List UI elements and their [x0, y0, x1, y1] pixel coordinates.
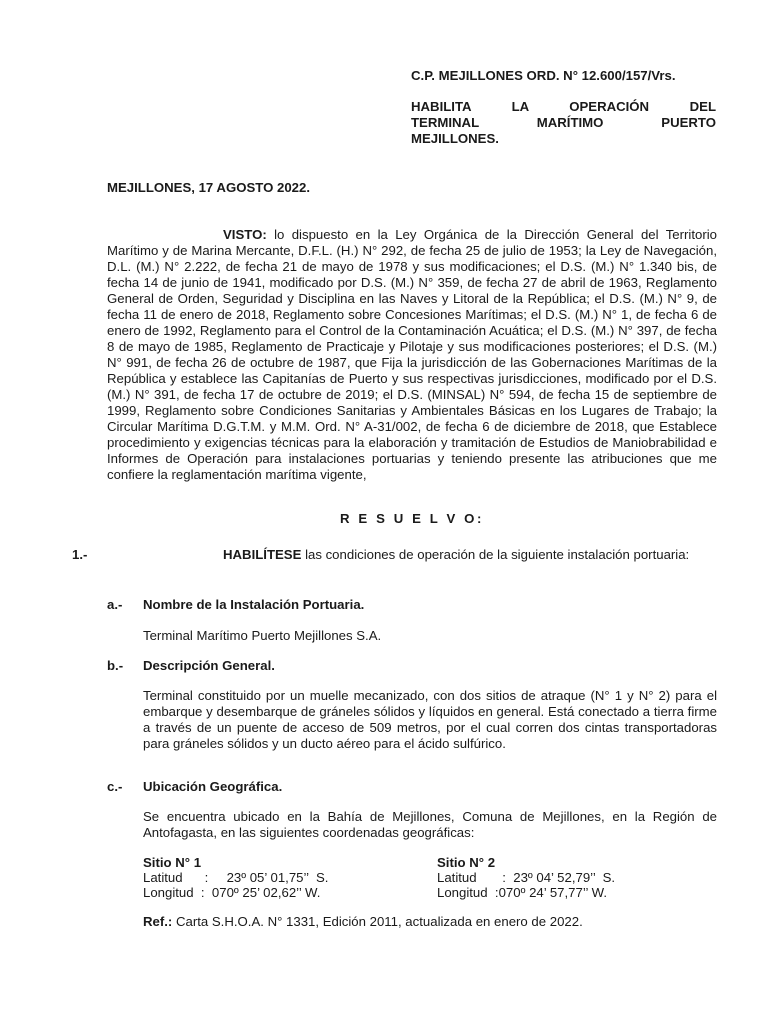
latitude-label: Latitud :	[437, 870, 506, 885]
title-line: MEJILLONES.	[411, 131, 499, 146]
document-reference: C.P. MEJILLONES ORD. N° 12.600/157/Vrs.	[411, 68, 676, 83]
ref-text: Carta S.H.O.A. N° 1331, Edición 2011, actualizada en enero de 2022.	[172, 914, 583, 929]
title-line: HABILITA LA OPERACIÓN DEL	[411, 99, 716, 114]
resuelvo-heading: R E S U E L V O:	[340, 511, 484, 526]
visto-label: VISTO:	[223, 227, 267, 242]
section-c-letter: c.-	[107, 779, 123, 794]
title-line: TERMINAL MARÍTIMO PUERTO	[411, 115, 716, 130]
longitude-value: 070º 25’ 02,62’’ W.	[204, 885, 321, 900]
item-number: 1.-	[72, 547, 88, 562]
latitude-value: 23º 04’ 52,79’’ S.	[505, 870, 616, 885]
latitude-row	[143, 870, 413, 885]
visto-paragraph	[107, 227, 717, 483]
longitude-label: Longitud :	[437, 885, 499, 900]
item1-label: HABILÍTESE	[223, 547, 302, 562]
site-title: Sitio N° 2	[437, 855, 496, 870]
section-a-text: Terminal Marítimo Puerto Mejillones S.A.	[143, 628, 382, 643]
section-a-title: Nombre de la Instalación Portuaria.	[143, 597, 365, 612]
longitude-row	[143, 885, 413, 900]
section-c-text: Se encuentra ubicado en la Bahía de Mejillones, Comuna de Mejillones, en la Región de Antofagasta, en las siguientes coordenadas geográficas:	[143, 809, 717, 840]
item1-text: las condiciones de operación de la siguiente instalación portuaria:	[301, 547, 690, 562]
site-title: Sitio N° 1	[143, 855, 202, 870]
item1-paragraph	[107, 547, 717, 563]
latitude-row	[437, 870, 717, 885]
chart-reference	[143, 914, 583, 929]
site-2	[437, 855, 717, 900]
section-a-letter: a.-	[107, 597, 123, 612]
longitude-row	[437, 885, 717, 900]
section-b-letter: b.-	[107, 658, 124, 673]
section-c-title: Ubicación Geográfica.	[143, 779, 283, 794]
document-date: MEJILLONES, 17 AGOSTO 2022.	[107, 180, 311, 195]
section-b-title: Descripción General.	[143, 658, 275, 673]
ref-label: Ref.:	[143, 914, 173, 929]
latitude-value: 23º 05’ 01,75’’ S.	[208, 870, 329, 885]
latitude-label: Latitud :	[143, 870, 209, 885]
site-1	[143, 855, 413, 900]
section-b-text: Terminal constituido por un muelle mecanizado, con dos sitios de atraque (N° 1 y N° 2) para el embarque y desembarque de gráneles sólidos y líquidos en general. Está conectado a tierra firme a través de un puente de acceso de 509 metros, por el cual corren dos cintas transportadoras para gráneles sólidos y un ducto aéreo para el ácido sulfúrico.	[143, 688, 717, 751]
visto-text: lo dispuesto en la Ley Orgánica de la Dirección General del Territorio Marítimo y de Marina Mercante, D.F.L. (H.) N° 292, de fecha 25 de julio de 1953; la Ley de Navegación, D.L. (M.) N° 2.222, de fecha 21 de mayo de 1978 y sus modificaciones; el D.S. (M.) N° 1.340 bis, de fecha 14 de junio de 1941, modificado por D.S. (M.) N° 359, de fecha 27 de abril de 1963, Reglamento General de Orden, Seguridad y Disciplina en las Naves y Litoral de la República; el D.S. (M.) N° 9, de fecha 11 de enero de 2018, Reglamento sobre Concesiones Marítimas; el D.S. (M.) N° 1, de fecha 6 de enero de 1992, Reglamento para el Control de la Contaminación Acuática; el D.S. (M.) N° 397, de fecha 8 de mayo de 1985, Reglamento de Practicaje y Pilotaje y sus modificaciones posteriores; el D.S. (M.) N° 991, de fecha 26 de octubre de 1987, que Fija la jurisdicción de las Gobernaciones Marítimas de la República y establece las Capitanías de Puerto y sus respectivas jurisdicciones, modificado por el D.S. (M.) N° 391, de fecha 17 de octubre de 2019; el D.S. (MINSAL) N° 594, de fecha 15 de septiembre de 1999, Reglamento sobre Condiciones Sanitarias y Ambientales Básicas en los Lugares de Trabajo; la Circular Marítima D.G.T.M. y M.M. Ord. N° A-31/002, de fecha 6 de diciembre de 2018, que Establece procedimiento y exigencias técnicas para la elaboración y tramitación de Estudios de Maniobrabilidad e Informes de Operación para instalaciones portuarias y teniendo presente las atribuciones que me confiere la reglamentación marítima vigente,	[107, 227, 717, 482]
longitude-label: Longitud :	[143, 885, 205, 900]
document-title	[411, 99, 716, 147]
longitude-value: 070º 24’ 57,77’’ W.	[498, 885, 608, 900]
